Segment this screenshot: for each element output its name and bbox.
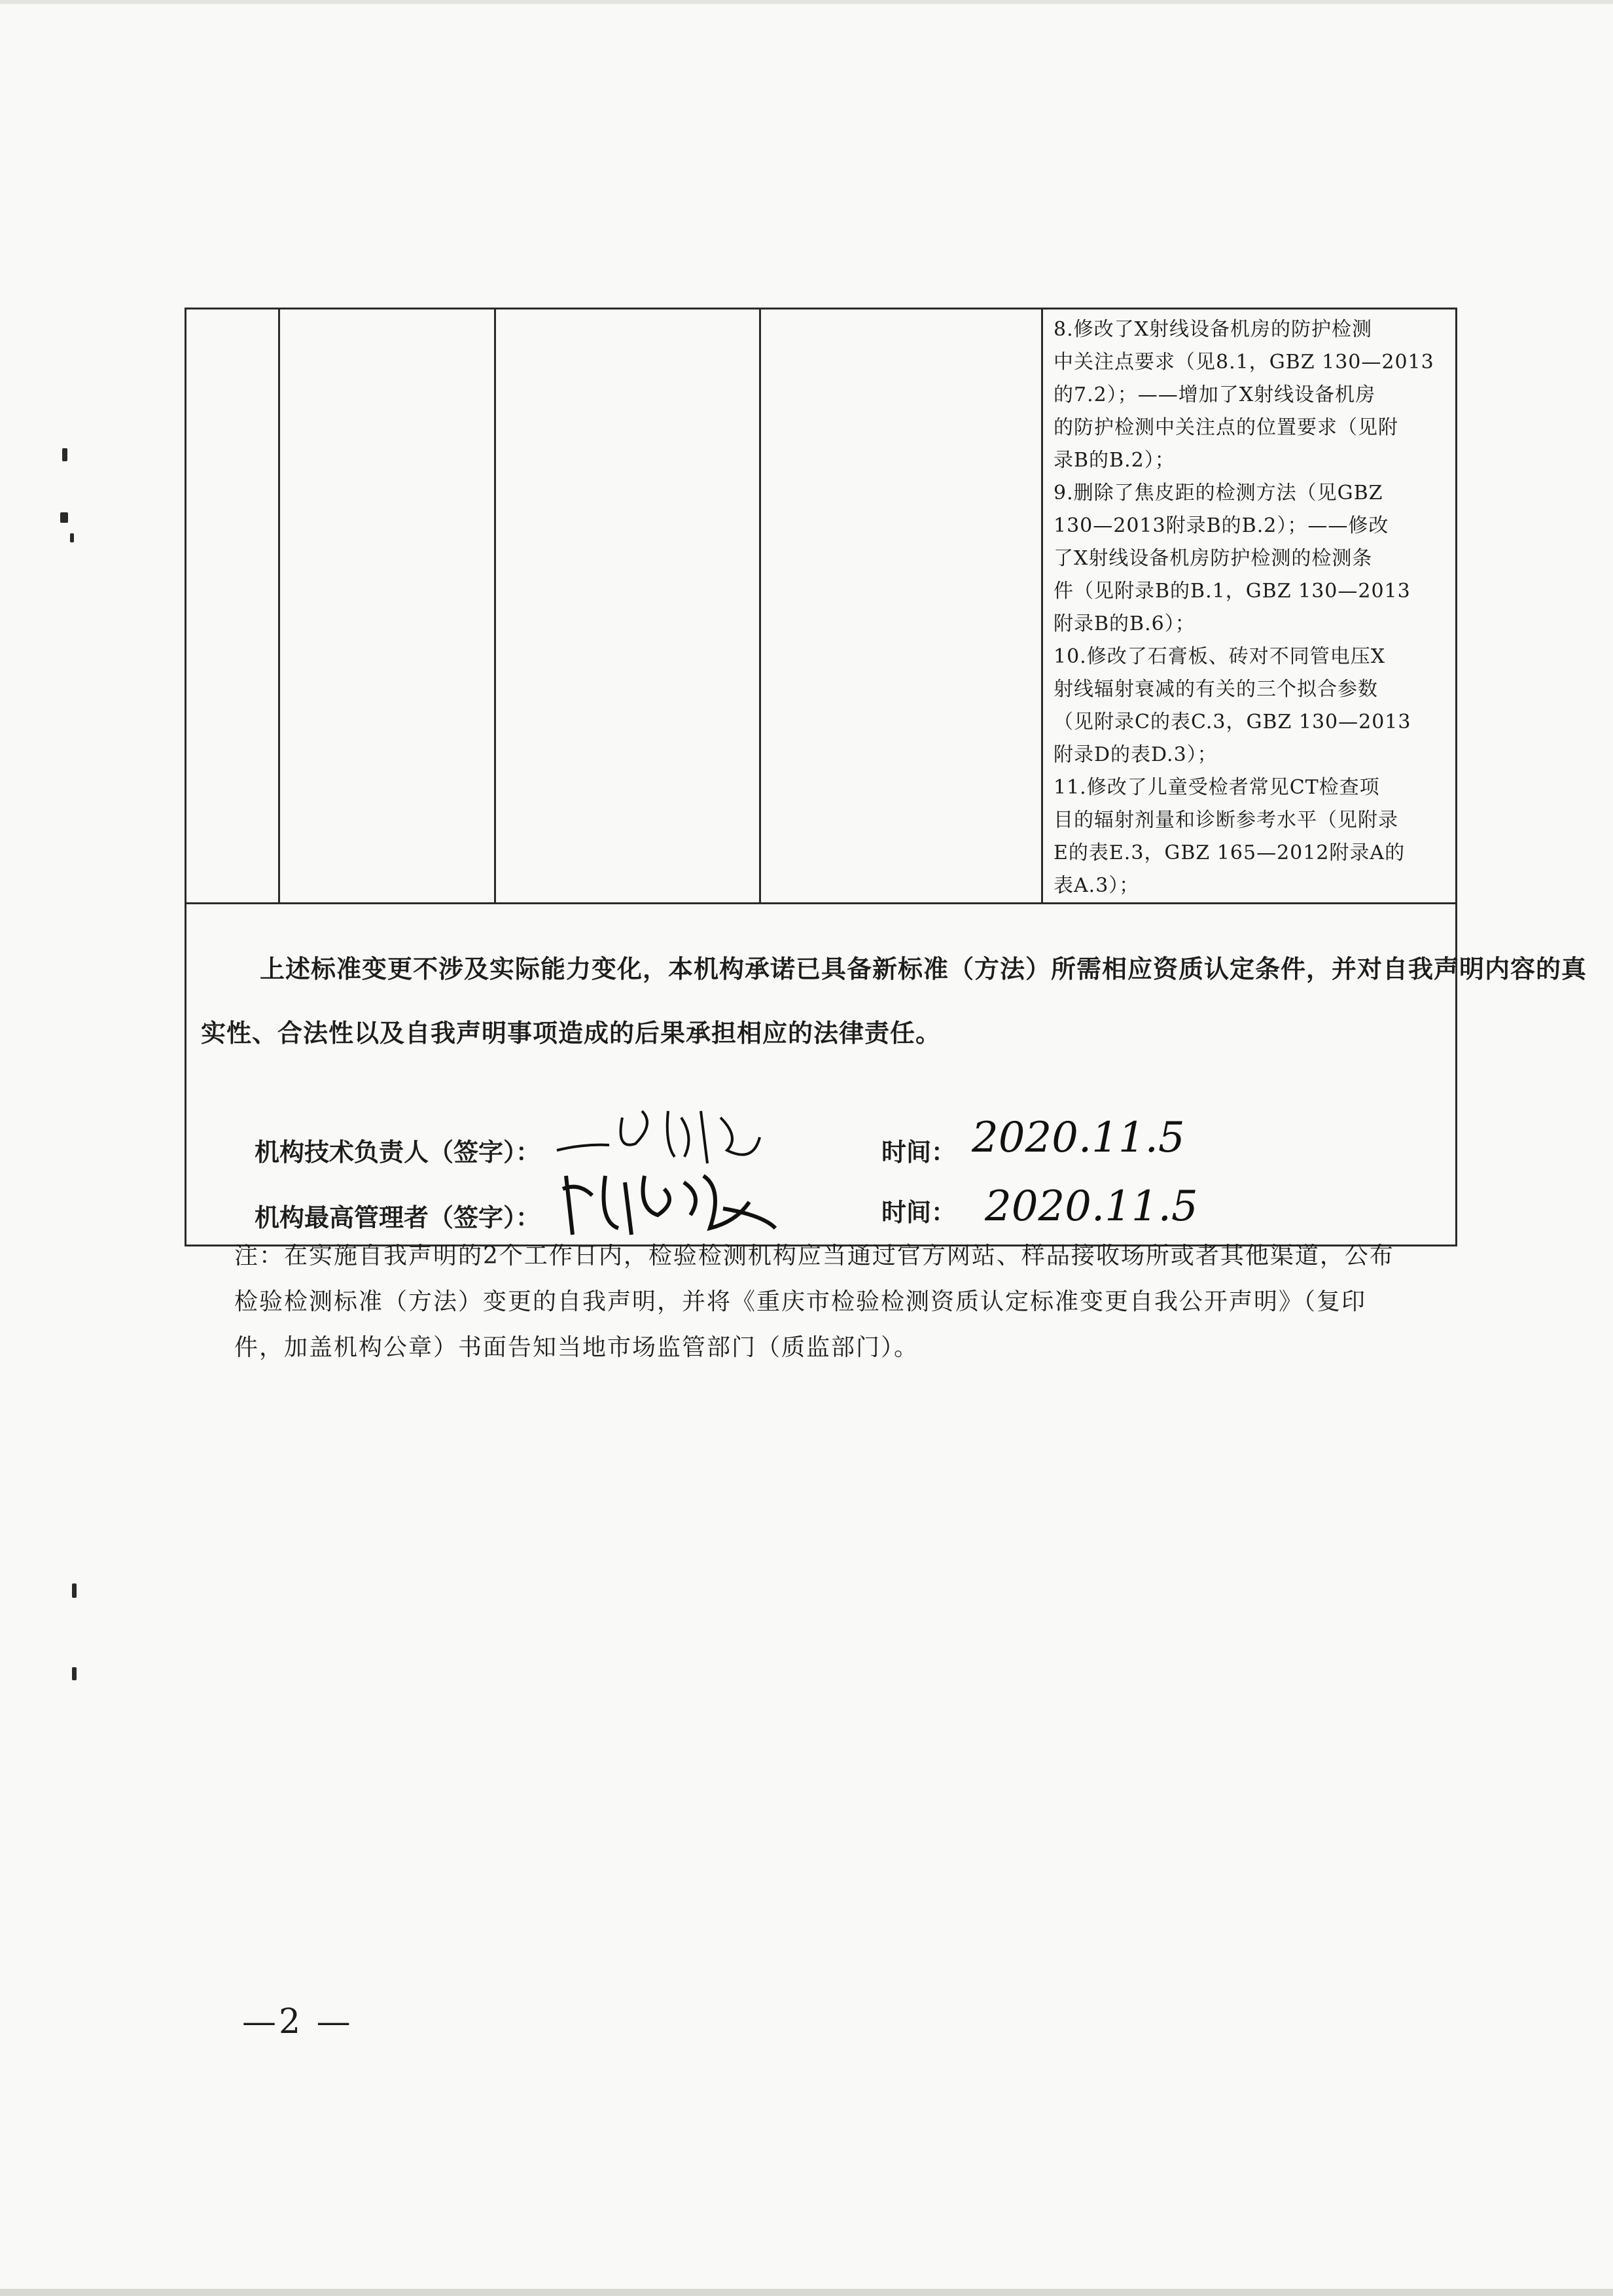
change-line: 9.删除了焦皮距的检测方法（见GBZ [1054,482,1383,504]
change-line: （见附录C的表C.3，GBZ 130—2013 [1054,711,1411,733]
change-line: 录B的B.2）； [1054,449,1175,472]
table-cell [760,309,1042,904]
change-line: 10.修改了石膏板、砖对不同管电压X [1054,645,1386,668]
change-line: 8.修改了X射线设备机房的防护检测 [1054,318,1372,341]
statement-text: 上述标准变更不涉及实际能力变化，本机构承诺已具备新标准（方法）所需相应资质认定条件，并对自我声明内容的真实性、合法性以及自我声明事项造成的后果承担相应的法律责任。 [201,955,1587,1048]
change-content-cell [1042,309,1457,904]
manager-time-label: 时间： [881,1198,957,1227]
change-line: 射线辐射衰减的有关的三个拟合参数 [1054,678,1378,701]
statement-row [186,904,1457,1246]
table-cell [279,309,495,904]
page-number: —2 — [242,2002,353,2041]
table-row [186,309,1457,904]
binding-hole-mark [72,1583,77,1598]
table-cell [495,309,760,904]
scan-edge [0,0,1613,4]
footnote: 注：在实施自我声明的2个工作日内，检验检测机构应当通过官方网站、样品接收场所或者其他渠道，公布检验检测标准（方法）变更的自我声明，并将《重庆市检验检测资质认定标准变更自我公开声明》（复印件，加盖机构公章）书面告知当地市场监管部门（质监部门）。 [234,1243,1394,1361]
tech-lead-time-label: 时间： [881,1138,957,1167]
scan-edge [0,2289,1613,2296]
binding-hole-mark [72,1667,77,1680]
binding-hole-mark [62,448,67,461]
manager-signature-date: 2020.11.5 [985,1182,1198,1231]
change-line: 的防护检测中关注点的位置要求（见附 [1054,416,1398,439]
table-cell [186,309,279,904]
change-line: 附录D的表D.3）； [1054,743,1218,766]
change-line: 130—2013附录B的B.2）；——修改 [1054,514,1389,537]
change-line: 的7.2）；——增加了X射线设备机房 [1054,383,1376,406]
manager-signature-label: 机构最高管理者（签字）： [255,1203,541,1232]
change-line: 附录B的B.6）； [1054,612,1196,635]
binding-hole-mark [60,512,68,523]
tech-lead-signature-label: 机构技术负责人（签字）： [255,1138,541,1167]
binding-hole-mark [70,533,74,542]
change-line: 中关注点要求（见8.1，GBZ 130—2013 [1054,351,1434,374]
change-line: 件（见附录B的B.1，GBZ 130—2013 [1054,580,1411,603]
change-line: E的表E.3，GBZ 165—2012附录A的 [1054,841,1406,864]
standard-changes-table [185,308,1587,1246]
tech-lead-signature-date: 2020.11.5 [972,1114,1185,1162]
change-line: 目的辐射剂量和诊断参考水平（见附录 [1054,809,1398,832]
change-line: 表A.3）； [1054,874,1140,897]
statement-cell [186,904,1587,1246]
change-line: 11.修改了儿童受检者常见CT检查项 [1054,776,1380,799]
change-list [1043,309,1455,902]
change-line: 了X射线设备机房防护检测的检测条 [1054,547,1373,570]
manager-signature [553,1163,854,1241]
